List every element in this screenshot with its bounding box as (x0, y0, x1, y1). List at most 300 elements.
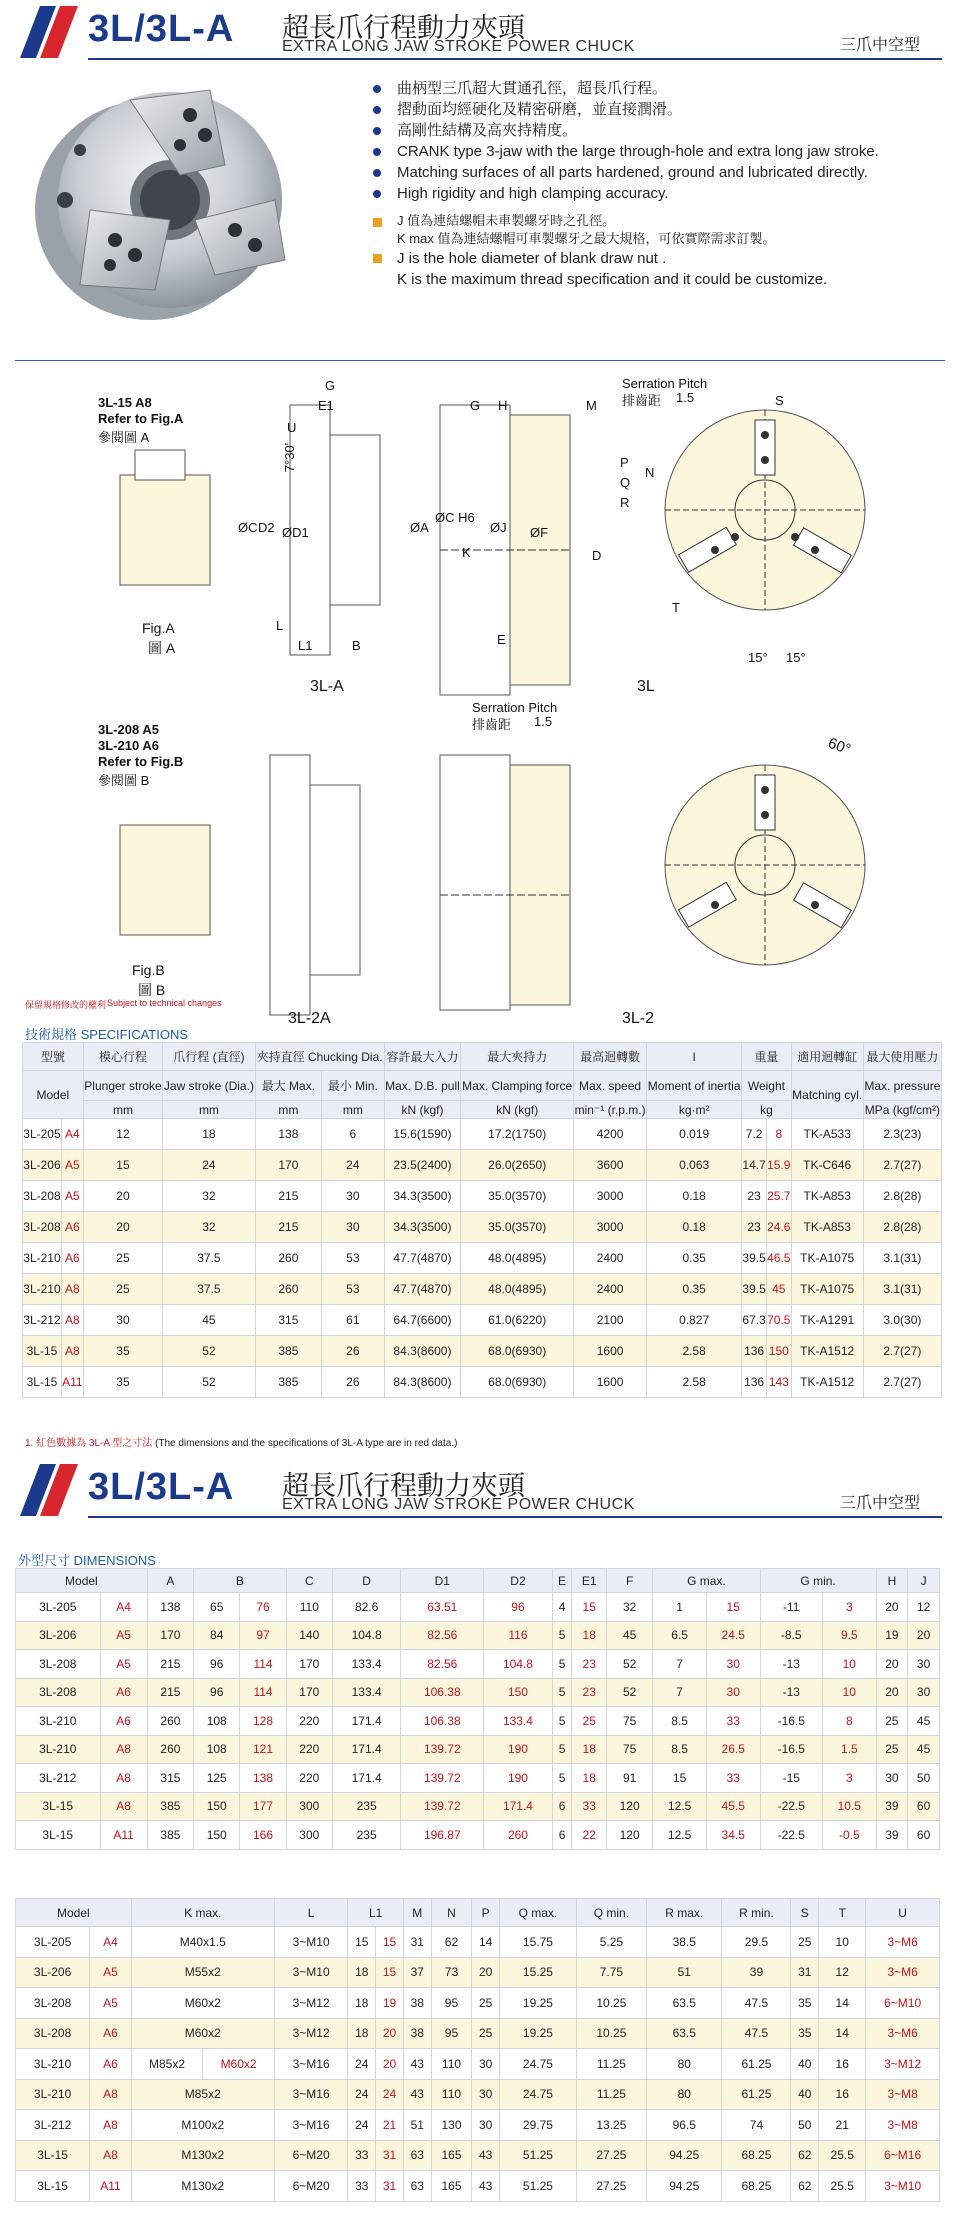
unit-9: kg (742, 1101, 791, 1119)
dims2-cell: 61.25 (722, 2079, 791, 2110)
dims-cell: 91 (607, 1764, 653, 1793)
h-weight-en: Weight (742, 1071, 791, 1101)
technical-drawings (0, 365, 960, 1025)
bullet-icon (373, 85, 381, 93)
caption-3l: 3L (637, 678, 655, 695)
dims2-cell: 3L-206 (16, 1957, 90, 1988)
h-model-zh: 型號 (23, 1043, 84, 1071)
type-label: 三爪中空型 (839, 37, 920, 54)
spec-cell: 70.5 (766, 1305, 791, 1336)
table-row (16, 1621, 940, 1650)
dims-cell: 30 (908, 1678, 940, 1707)
dims-cell: 190 (484, 1764, 552, 1793)
dims2-cell: 19.25 (500, 1988, 577, 2019)
dims-cell: 170 (147, 1621, 193, 1650)
dims2-cell: 38 (403, 2018, 431, 2049)
spec-cell: 47.7(4870) (384, 1274, 461, 1305)
dims2-cell: 165 (431, 2171, 472, 2202)
dims-header: A (147, 1569, 193, 1593)
spec-cell: 3L-205 (23, 1119, 62, 1150)
dims2-cell: M40x1.5 (131, 1927, 274, 1958)
dims-cell: 24.5 (706, 1621, 760, 1650)
note-j-zh: J 值為連結螺帽未車製螺牙時之孔徑。 (355, 212, 945, 230)
dims2-cell: 16 (819, 2049, 866, 2080)
serration-label-2: Serration Pitch (472, 700, 558, 715)
spec-cell: A8 (61, 1336, 83, 1367)
dims2-cell: 6~M20 (274, 2140, 348, 2171)
dims2-cell: 63.5 (647, 2018, 722, 2049)
spec-cell: 260 (255, 1274, 321, 1305)
dims2-cell: 3~M10 (866, 2171, 940, 2202)
dim-u: U (287, 420, 297, 435)
dims2-cell: 3~M6 (866, 2018, 940, 2049)
dims2-cell: 27.25 (576, 2140, 646, 2171)
title-en-2: EXTRA LONG JAW STROKE POWER CHUCK (282, 1496, 635, 1513)
h-chuck-zh: 夾持直徑 Chucking Dia. (255, 1043, 384, 1071)
dims-cell: 385 (147, 1821, 193, 1850)
dims2-cell: 19.25 (500, 2018, 577, 2049)
note-k-en: K is the maximum thread specification and it could be customize. (397, 271, 828, 288)
spec-cell: 32 (163, 1181, 255, 1212)
dims2-cell: 3~M16 (274, 2079, 348, 2110)
dims2-cell: 3~M8 (866, 2110, 940, 2141)
dims2-header: S (791, 1899, 819, 1927)
dims-cell: 20 (908, 1621, 940, 1650)
dims2-cell: 35 (791, 1988, 819, 2019)
spec-cell: TK-A1512 (791, 1367, 863, 1398)
dims2-cell: 38 (403, 1988, 431, 2019)
table-row (16, 2171, 940, 2202)
dims-cell: 96 (194, 1650, 240, 1679)
spec-cell: 2.58 (647, 1367, 742, 1398)
dims2-cell: A5 (90, 1988, 132, 2019)
dims2-cell: 6~M10 (866, 1988, 940, 2019)
dims-cell: 120 (607, 1792, 653, 1821)
dims2-cell: 24 (376, 2079, 404, 2110)
spec-cell: 45 (163, 1305, 255, 1336)
h-inertia-en: Moment of inertia (647, 1071, 742, 1101)
dims-header: G min. (760, 1569, 876, 1593)
dims-cell: 18 (572, 1621, 607, 1650)
dims-cell: 52 (607, 1650, 653, 1679)
dim-c: ØC (238, 520, 258, 535)
dims-cell: 5 (552, 1650, 572, 1679)
table-row (23, 1212, 942, 1243)
spec-cell: 3L-208 (23, 1212, 62, 1243)
dims2-cell: 15 (348, 1927, 376, 1958)
h-pull-zh: 容許最大入力 (384, 1043, 461, 1071)
dims2-cell: 3~M6 (866, 1927, 940, 1958)
dims-cell: 116 (484, 1621, 552, 1650)
spec-cell: A6 (61, 1243, 83, 1274)
dims-header: E (552, 1569, 572, 1593)
dim-s: S (775, 393, 784, 408)
spec-cell: 68.0(6930) (461, 1336, 574, 1367)
dims-cell: -0.5 (822, 1821, 876, 1850)
dims2-cell: 18 (348, 1988, 376, 2019)
fig-b-caption-zh: 圖 B (138, 982, 166, 998)
spec-cell: 15.9 (766, 1150, 791, 1181)
fig-b-ref: 3L-208 A5 (98, 722, 159, 737)
dims2-cell: 25 (472, 1988, 500, 2019)
note-marker-icon (373, 218, 382, 227)
table-row (16, 1988, 940, 2019)
table-row (23, 1150, 942, 1181)
dims-cell: 12.5 (653, 1821, 707, 1850)
dims-cell: 7 (653, 1678, 707, 1707)
dims2-cell: 30 (472, 2079, 500, 2110)
spec-cell: 34.3(3500) (384, 1181, 461, 1212)
serration-label: Serration Pitch (622, 376, 708, 391)
spec-cell: 48.0(4895) (461, 1274, 574, 1305)
dims-cell: 235 (332, 1821, 400, 1850)
feature-zh-2: 摺動面均經硬化及精密研磨，並直接潤滑。 (355, 99, 945, 120)
angle-label: 7°30' (282, 442, 298, 473)
dims2-cell: 11.25 (576, 2049, 646, 2080)
dims2-cell: 3~M8 (866, 2079, 940, 2110)
dims2-cell: 3L-210 (16, 2079, 90, 2110)
dim-ch6: ØC H6 (435, 510, 475, 525)
spec-cell: A8 (61, 1305, 83, 1336)
spec-cell: 17.2(1750) (461, 1119, 574, 1150)
dims-cell: 106.38 (401, 1707, 484, 1736)
spec-cell: 8 (766, 1119, 791, 1150)
table-row (23, 1243, 942, 1274)
dims-cell: 23 (572, 1678, 607, 1707)
dims2-cell: 80 (647, 2049, 722, 2080)
dims2-cell: M60x2 (131, 2018, 274, 2049)
dims2-cell: 38.5 (647, 1927, 722, 1958)
spec-cell: 2400 (574, 1274, 647, 1305)
dims-cell: 171.4 (332, 1764, 400, 1793)
spec-cell: A5 (61, 1150, 83, 1181)
angle-60: 60° (825, 734, 853, 759)
spec-cell: 30 (322, 1212, 384, 1243)
dims-cell: 133.4 (332, 1678, 400, 1707)
spec-cell: 35.0(3570) (461, 1181, 574, 1212)
dim-g-3l: G (470, 398, 481, 413)
dims-cell: 20 (876, 1593, 908, 1622)
dims-cell: 3L-210 (16, 1735, 101, 1764)
note-marker-icon (373, 254, 382, 263)
dims-cell: 106.38 (401, 1678, 484, 1707)
spec-cell: 385 (255, 1367, 321, 1398)
spec-cell: 4200 (574, 1119, 647, 1150)
bullet-icon (373, 190, 381, 198)
unit-6: kN (kgf) (461, 1101, 574, 1119)
spec-cell: 3.1(31) (863, 1243, 941, 1274)
dims-cell: 190 (484, 1735, 552, 1764)
dims-cell: 220 (286, 1764, 332, 1793)
dims-cell: 235 (332, 1792, 400, 1821)
dims-cell: 3L-15 (16, 1821, 101, 1850)
h-jaw-en: Jaw stroke (Dia.) (163, 1071, 255, 1101)
dims-cell: 215 (147, 1650, 193, 1679)
dims2-cell: 40 (791, 2079, 819, 2110)
dims-cell: A8 (100, 1764, 147, 1793)
dims-header: Model (16, 1569, 148, 1593)
bullet-icon (373, 127, 381, 135)
dims-cell: 6.5 (653, 1621, 707, 1650)
dims2-cell: 43 (472, 2171, 500, 2202)
subject-note-zh: 保留規格修改的權利 (25, 1000, 107, 1010)
table-row (16, 1593, 940, 1622)
dims-cell: -8.5 (760, 1621, 822, 1650)
spec-cell: TK-A1075 (791, 1243, 863, 1274)
dim-l1: L1 (298, 638, 313, 653)
dims2-cell: 31 (403, 1927, 431, 1958)
dims2-cell: 14 (472, 1927, 500, 1958)
dims2-header: Q min. (576, 1899, 646, 1927)
spec-cell: A4 (61, 1119, 83, 1150)
dims2-cell: 3L-208 (16, 1988, 90, 2019)
caption-3l2: 3L-2 (622, 1010, 655, 1027)
spec-cell: 0.827 (647, 1305, 742, 1336)
pitch-value: 1.5 (676, 390, 695, 405)
dims-cell: 30 (876, 1764, 908, 1793)
dims2-cell: 29.75 (500, 2110, 577, 2141)
feature-zh-3: 高剛性結構及高夾持精度。 (355, 120, 945, 141)
feature-zh-1: 曲柄型三爪超大貫通孔徑，超長爪行程。 (355, 78, 945, 99)
dims2-cell: 63 (403, 2140, 431, 2171)
dims2-cell: 39 (722, 1957, 791, 1988)
spec-cell: 2400 (574, 1243, 647, 1274)
table-row (23, 1305, 942, 1336)
spec-cell: 0.18 (647, 1212, 742, 1243)
dims-cell: 260 (147, 1707, 193, 1736)
dims-header: D (332, 1569, 400, 1593)
dims-cell: A8 (100, 1792, 147, 1821)
dims2-cell: 61.25 (722, 2049, 791, 2080)
table-row (16, 1678, 940, 1707)
dims2-cell: 47.5 (722, 1988, 791, 2019)
spec-cell: 2.3(23) (863, 1119, 941, 1150)
spec-cell: 46.5 (766, 1243, 791, 1274)
dims2-cell: 80 (647, 2079, 722, 2110)
spec-cell: 52 (163, 1336, 255, 1367)
dims2-cell: 31 (376, 2171, 404, 2202)
dims2-cell: A6 (90, 2018, 132, 2049)
dims-cell: 45 (607, 1621, 653, 1650)
dims2-cell: 30 (472, 2049, 500, 2080)
spec-cell: 3L-206 (23, 1150, 62, 1181)
dims-cell: 96 (484, 1593, 552, 1622)
dim-j: ØJ (490, 520, 507, 535)
dims2-cell: A8 (90, 2110, 132, 2141)
serration-label-zh-2: 排齒距 (472, 717, 512, 732)
dims-cell: 220 (286, 1735, 332, 1764)
dims-cell: 10 (822, 1678, 876, 1707)
dims-cell: 20 (876, 1650, 908, 1679)
dims-cell: A6 (100, 1678, 147, 1707)
dims-cell: -13 (760, 1650, 822, 1679)
table-row (23, 1274, 942, 1305)
spec-cell: 61.0(6220) (461, 1305, 574, 1336)
dims2-cell: 15 (376, 1957, 404, 1988)
dims-cell: 34.5 (706, 1821, 760, 1850)
spec-cell: 3600 (574, 1150, 647, 1181)
dim-t: T (672, 600, 680, 615)
dims-cell: 171.4 (484, 1792, 552, 1821)
dims2-cell: 10.25 (576, 1988, 646, 2019)
dims2-cell: A4 (90, 1927, 132, 1958)
spec-cell: 52 (163, 1367, 255, 1398)
dims2-cell: 94.25 (647, 2140, 722, 2171)
dims2-cell: M85x2 (131, 2049, 203, 2080)
dims-cell: 15 (572, 1593, 607, 1622)
dims-cell: 3L-208 (16, 1678, 101, 1707)
fig-b-ref3: 參閱圖 B (98, 773, 150, 788)
spec-cell: 0.35 (647, 1243, 742, 1274)
h-pressure-zh: 最大使用壓力 (863, 1043, 941, 1071)
dims2-cell: 25 (791, 1927, 819, 1958)
h-inertia-zh: I (647, 1043, 742, 1071)
spec-cell: 30 (83, 1305, 163, 1336)
dims2-cell: 20 (376, 2018, 404, 2049)
dim-n: N (645, 465, 655, 480)
dims-cell: 5 (552, 1764, 572, 1793)
dims-cell: 150 (194, 1821, 240, 1850)
title-zh-2: 超長爪行程動力夾頭 (282, 1471, 525, 1501)
dims-cell: 75 (607, 1707, 653, 1736)
type-label-2: 三爪中空型 (839, 1495, 920, 1512)
bullet-icon (373, 148, 381, 156)
dims2-cell: 30 (472, 2110, 500, 2141)
dims2-cell: M100x2 (131, 2110, 274, 2141)
dim-q: Q (620, 475, 631, 490)
spec-cell: 12 (83, 1119, 163, 1150)
dims-cell: 3L-212 (16, 1764, 101, 1793)
dims2-cell: 20 (472, 1957, 500, 1988)
dims-cell: -16.5 (760, 1735, 822, 1764)
dims2-cell: M55x2 (131, 1957, 274, 1988)
angle-15-left: 15° (748, 650, 768, 665)
spec-cell: 48.0(4895) (461, 1243, 574, 1274)
dims2-cell: 3L-15 (16, 2140, 90, 2171)
h-cyl-zh: 適用迴轉缸 (791, 1043, 863, 1071)
dims2-cell: 3~M16 (274, 2110, 348, 2141)
table-row (16, 1764, 940, 1793)
dims2-cell: 6~M20 (274, 2171, 348, 2202)
spec-footnote: 1. 紅色數據為 3L-A 型之寸法 (The dimensions and the specifications of 3L-A type are in red data.) (25, 1438, 458, 1449)
spec-cell: 0.063 (647, 1150, 742, 1181)
h-plunger-en: Plunger stroke (83, 1071, 163, 1101)
spec-cell: 39.5 (742, 1274, 767, 1305)
spec-cell: 47.7(4870) (384, 1243, 461, 1274)
dims2-cell: 50 (791, 2110, 819, 2141)
spec-cell: 24 (163, 1150, 255, 1181)
dims2-cell: 43 (403, 2049, 431, 2080)
spec-cell: 3000 (574, 1212, 647, 1243)
dims2-cell: A8 (90, 2079, 132, 2110)
dim-r: R (620, 495, 630, 510)
dims2-cell: 95 (431, 2018, 472, 2049)
spec-cell: 61 (322, 1305, 384, 1336)
dims2-cell: 62 (791, 2171, 819, 2202)
table-row (23, 1336, 942, 1367)
h-cyl-en: Matching cyl. (791, 1071, 863, 1119)
table-row (16, 2110, 940, 2141)
spec-cell: TK-A1291 (791, 1305, 863, 1336)
bullet-icon (373, 106, 381, 114)
table-row (16, 1707, 940, 1736)
dims2-cell: 37 (403, 1957, 431, 1988)
dims2-cell: M60x2 (203, 2049, 275, 2080)
dims-cell: 1.5 (822, 1735, 876, 1764)
dims-cell: 39 (876, 1792, 908, 1821)
dims2-cell: 16 (819, 2079, 866, 2110)
dims-cell: 125 (194, 1764, 240, 1793)
dims2-cell: 25 (472, 2018, 500, 2049)
table-row (16, 2140, 940, 2171)
spec-cell: 1600 (574, 1336, 647, 1367)
dims2-cell: 24 (348, 2079, 376, 2110)
dims-cell: 138 (147, 1593, 193, 1622)
dims2-cell: 25.5 (819, 2140, 866, 2171)
dims2-cell: 15.25 (500, 1957, 577, 1988)
dimensions-table (15, 1568, 940, 1850)
spec-cell: 0.35 (647, 1274, 742, 1305)
table-row (16, 1792, 940, 1821)
h-weight-zh: 重量 (742, 1043, 791, 1071)
spec-cell: A8 (61, 1274, 83, 1305)
spec-cell: 150 (766, 1336, 791, 1367)
dims-cell: 121 (240, 1735, 286, 1764)
dims-cell: 82.56 (401, 1650, 484, 1679)
dims2-header: T (819, 1899, 866, 1927)
dims-cell: 32 (607, 1593, 653, 1622)
dims2-cell: 3L-210 (16, 2049, 90, 2080)
dims2-cell: 31 (376, 2140, 404, 2171)
dims-cell: 110 (286, 1593, 332, 1622)
dims-cell: 196.87 (401, 1821, 484, 1850)
table-row (16, 1735, 940, 1764)
dims-cell: 260 (147, 1735, 193, 1764)
dims2-cell: 40 (791, 2049, 819, 2080)
spec-cell: 15.6(1590) (384, 1119, 461, 1150)
dims-cell: 60 (908, 1792, 940, 1821)
h-model-en: Model (23, 1071, 84, 1119)
dims-cell: 12 (908, 1593, 940, 1622)
spec-cell: TK-C646 (791, 1150, 863, 1181)
spec-cell: 26 (322, 1367, 384, 1398)
spec-cell: 18 (163, 1119, 255, 1150)
spec-cell: 2.7(27) (863, 1367, 941, 1398)
section-divider (15, 360, 945, 361)
spec-cell: 3.1(31) (863, 1274, 941, 1305)
unit-8: kg·m² (647, 1101, 742, 1119)
spec-cell: 23.5(2400) (384, 1150, 461, 1181)
features-list (355, 78, 945, 290)
dims2-cell: 3~M16 (274, 2049, 348, 2080)
dims-cell: 45.5 (706, 1792, 760, 1821)
dims-cell: -16.5 (760, 1707, 822, 1736)
dims-header: H (876, 1569, 908, 1593)
table-row (16, 2049, 940, 2080)
spec-cell: 2.8(28) (863, 1181, 941, 1212)
dims2-cell: 130 (431, 2110, 472, 2141)
dims2-cell: 10.25 (576, 2018, 646, 2049)
table-row (16, 2018, 940, 2049)
dims2-cell: 63.5 (647, 1988, 722, 2019)
pitch-value-2: 1.5 (534, 714, 553, 729)
dims-cell: 10.5 (822, 1792, 876, 1821)
dims-cell: 300 (286, 1792, 332, 1821)
dims-cell: -22.5 (760, 1821, 822, 1850)
dims2-cell: 35 (791, 2018, 819, 2049)
spec-cell: 0.18 (647, 1181, 742, 1212)
fig-b-caption: Fig.B (132, 962, 165, 978)
